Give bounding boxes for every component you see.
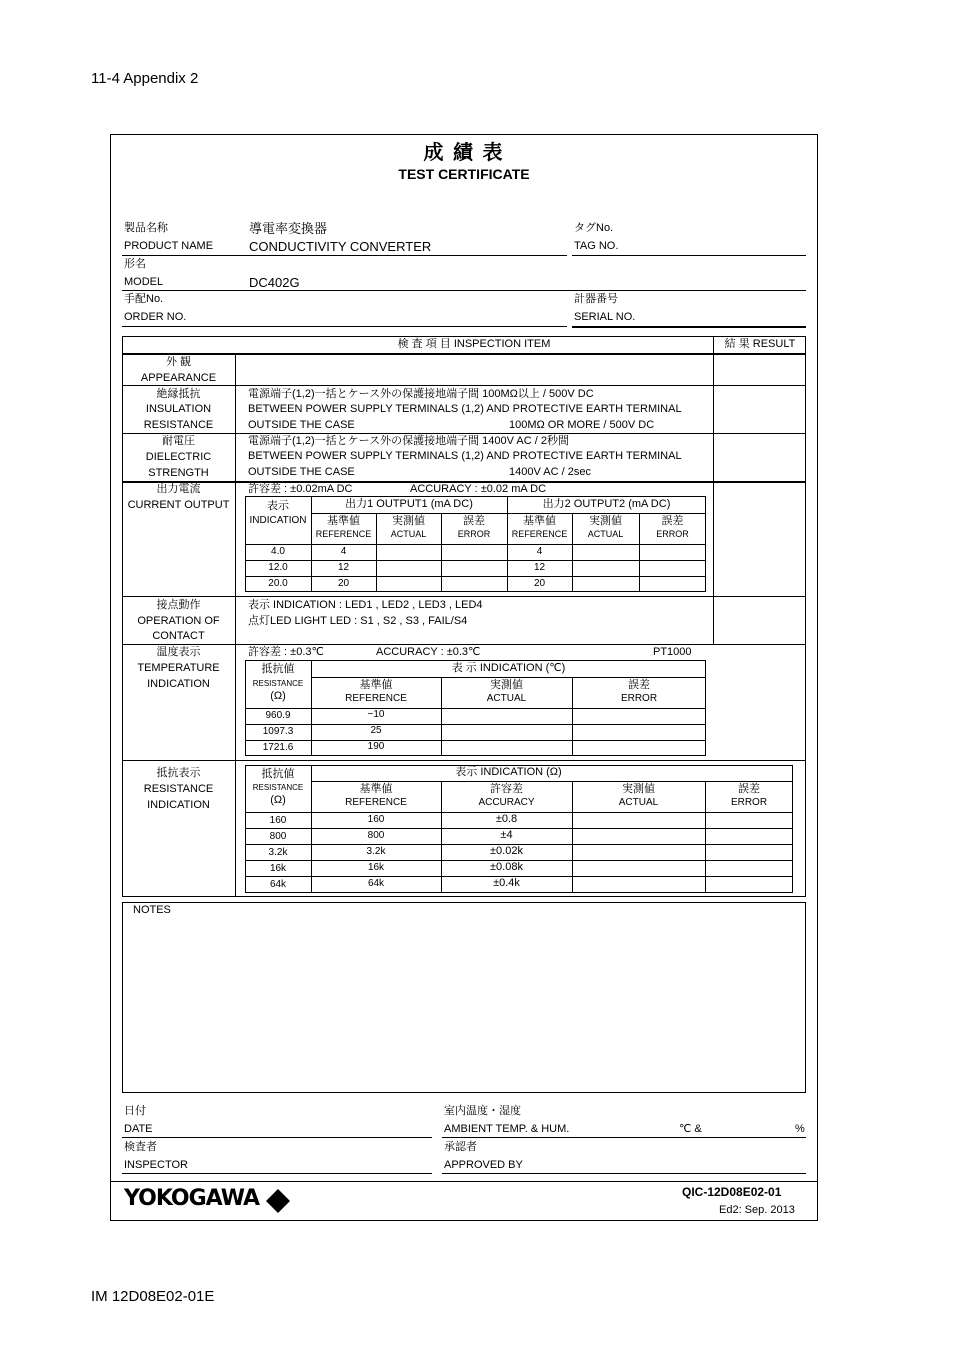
resist-acc-en: ACCURACY <box>478 797 535 808</box>
ambient-label-en: AMBIENT TEMP. & HUM. <box>444 1123 570 1135</box>
serial-label-en: SERIAL NO. <box>574 311 636 323</box>
resist-row-res: 800 <box>269 831 287 842</box>
date-label-en: DATE <box>124 1123 153 1135</box>
dielectric-line-2: BETWEEN POWER SUPPLY TERMINALS (1,2) AND PROTECTIVE EARTH TERMINAL <box>248 450 682 462</box>
resist-row-ref: 160 <box>367 814 385 825</box>
result-header: 結 果 RESULT <box>724 338 796 350</box>
model-label-jp: 形名 <box>124 258 146 270</box>
current-tolerance-en: ACCURACY : ±0.02 mA DC <box>410 483 547 495</box>
resist-row-res: 3.2k <box>268 847 288 858</box>
document-number: QIC-12D08E02-01 <box>682 1185 782 1199</box>
current-tolerance-jp: 許容差 : ±0.02mA DC <box>248 483 353 495</box>
resist-ref-jp: 基準値 <box>359 783 393 795</box>
page-footer: IM 12D08E02-01E <box>91 1288 215 1305</box>
notes-box <box>122 902 806 1093</box>
current-indication-jp: 表示 <box>267 500 289 512</box>
out1-ref-jp: 基準値 <box>327 515 360 527</box>
insulation-line-3b: 100MΩ OR MORE / 500V DC <box>509 419 655 431</box>
out2-err-en: ERROR <box>656 529 689 539</box>
temp-resistance-en: RESISTANCE <box>252 679 304 688</box>
output2-header: 出力2 OUTPUT2 (mA DC) <box>542 498 671 510</box>
dielectric-line-3b: 1400V AC / 2sec <box>509 466 591 478</box>
current-row-ref2: 20 <box>533 578 546 589</box>
ambient-label-jp: 室内温度・湿度 <box>444 1105 521 1117</box>
dielectric-line-1: 電源端子(1,2)一括とケース外の保護接地端子間 1400V AC / 2秒間 <box>248 435 569 447</box>
temp-act-jp: 実測値 <box>490 679 523 691</box>
resist-row-acc: ±4 <box>500 829 513 841</box>
model-label-en: MODEL <box>124 276 164 288</box>
dielectric-line-3a: OUTSIDE THE CASE <box>248 466 355 478</box>
resist-resistance-jp: 抵抗値 <box>261 768 295 780</box>
out1-err-en: ERROR <box>457 529 491 539</box>
temp-row-res: 1721.6 <box>262 742 294 753</box>
out1-err-jp: 誤差 <box>463 515 485 527</box>
contact-line-2: 点灯LED LIGHT LED : S1 , S2 , S3 , FAIL/S4 <box>248 615 468 627</box>
insulation-line-2: BETWEEN POWER SUPPLY TERMINALS (1,2) AND PROTECTIVE EARTH TERMINAL <box>248 403 682 415</box>
product-name-label-en: PRODUCT NAME <box>124 240 214 252</box>
insulation-label-en2: RESISTANCE <box>143 419 214 431</box>
appearance-label-en: APPEARANCE <box>140 372 217 384</box>
temp-row-ref: 25 <box>370 725 382 736</box>
temperature-label-jp: 温度表示 <box>156 646 201 658</box>
temperature-sensor: PT1000 <box>653 646 692 658</box>
resist-row-acc: ±0.02k <box>490 845 523 857</box>
current-row-ref1: 20 <box>337 578 350 589</box>
ambient-pct: % <box>795 1123 805 1135</box>
resist-row-ref: 3.2k <box>366 846 386 857</box>
resist-resistance-unit: (Ω) <box>270 794 286 806</box>
resist-ref-en: REFERENCE <box>345 797 407 808</box>
temp-row-res: 960.9 <box>265 710 291 721</box>
out1-ref-en: REFERENCE <box>315 529 372 539</box>
resist-row-ref: 64k <box>367 878 385 889</box>
page-header: 11-4 Appendix 2 <box>91 70 199 87</box>
temp-resistance-jp: 抵抗値 <box>261 663 295 675</box>
out1-act-en: ACTUAL <box>390 529 427 539</box>
temp-row-ref: 190 <box>367 741 385 752</box>
temp-err-jp: 誤差 <box>628 679 650 691</box>
temp-resistance-unit: (Ω) <box>270 690 286 702</box>
temp-err-en: ERROR <box>620 693 658 704</box>
insulation-line-1: 電源端子(1,2)一括とケース外の保護接地端子間 100MΩ以上 / 500V DC <box>248 388 594 400</box>
resist-row-res: 64k <box>269 879 287 890</box>
resist-err-jp: 誤差 <box>738 783 760 795</box>
ambient-deg: ℃ & <box>679 1123 702 1135</box>
serial-label-jp: 計器番号 <box>574 293 618 305</box>
resist-act-jp: 実測値 <box>622 783 655 795</box>
edition: Ed2: Sep. 2013 <box>719 1204 795 1216</box>
title-en: TEST CERTIFICATE <box>398 166 530 182</box>
temp-row-ref: −10 <box>367 709 385 720</box>
insulation-label-jp: 絶縁抵抗 <box>156 388 201 400</box>
out2-ref-jp: 基準値 <box>523 515 556 527</box>
temp-ref-jp: 基準値 <box>359 679 393 691</box>
current-row-ind: 12.0 <box>268 562 288 573</box>
current-output-label-en: CURRENT OUTPUT <box>127 499 230 511</box>
output1-header: 出力1 OUTPUT1 (mA DC) <box>345 498 473 510</box>
product-name-label-jp: 製品名称 <box>124 222 168 234</box>
insulation-line-3a: OUTSIDE THE CASE <box>248 419 355 431</box>
temp-row-res: 1097.3 <box>262 726 294 737</box>
approved-label-en: APPROVED BY <box>444 1159 523 1171</box>
date-label-jp: 日付 <box>124 1105 146 1117</box>
resist-indication-header: 表示 INDICATION (Ω) <box>455 766 562 778</box>
order-label-jp: 手配No. <box>124 293 164 305</box>
approved-label-jp: 承認者 <box>444 1141 477 1153</box>
diamond-icon <box>266 1189 290 1218</box>
out2-err-jp: 誤差 <box>661 515 684 527</box>
product-value-jp: 導電率変換器 <box>249 221 328 236</box>
resistance-label-jp: 抵抗表示 <box>156 767 201 779</box>
current-output-label-jp: 出力電流 <box>156 483 201 495</box>
current-row-ref2: 4 <box>536 546 543 557</box>
out1-act-jp: 実測値 <box>392 515 425 527</box>
dielectric-label-jp: 耐電圧 <box>162 435 195 447</box>
out2-act-en: ACTUAL <box>587 529 624 539</box>
resist-row-res: 160 <box>269 815 287 826</box>
dielectric-label-en1: DIELECTRIC <box>145 451 212 463</box>
contact-label-en2: CONTACT <box>152 630 205 642</box>
tag-label-en: TAG NO. <box>574 240 619 252</box>
out2-act-jp: 実測値 <box>589 515 622 527</box>
resist-resistance-en: RESISTANCE <box>252 783 304 792</box>
resist-row-acc: ±0.8 <box>495 813 518 825</box>
notes-label: NOTES <box>133 904 171 916</box>
temperature-tolerance-jp: 許容差 : ±0.3℃ <box>248 646 324 658</box>
temperature-label-en2: INDICATION <box>147 678 210 690</box>
inspector-label-jp: 検査者 <box>124 1141 157 1153</box>
temp-ref-en: REFERENCE <box>345 693 407 704</box>
current-row-ind: 4.0 <box>271 546 285 557</box>
tag-label-jp: タグNo. <box>574 222 614 234</box>
current-row-ind: 20.0 <box>268 578 288 589</box>
resist-row-ref: 16k <box>367 862 385 873</box>
inspector-label-en: INSPECTOR <box>124 1159 188 1171</box>
resistance-label-en2: INDICATION <box>147 799 210 811</box>
resist-row-acc: ±0.4k <box>493 877 520 889</box>
temp-act-en: ACTUAL <box>486 693 527 704</box>
current-row-ref1: 12 <box>337 562 350 573</box>
insulation-label-en1: INSULATION <box>145 403 212 415</box>
out2-ref-en: REFERENCE <box>511 529 568 539</box>
product-value-en: CONDUCTIVITY CONVERTER <box>249 239 432 254</box>
resist-err-en: ERROR <box>730 797 768 808</box>
title-jp: 成 績 表 <box>423 142 505 164</box>
contact-line-1: 表示 INDICATION : LED1 , LED2 , LED3 , LED4 <box>248 599 483 611</box>
temp-indication-header: 表 示 INDICATION (℃) <box>451 662 566 674</box>
order-label-en: ORDER NO. <box>124 311 187 323</box>
resist-row-ref: 800 <box>367 830 385 841</box>
resist-row-res: 16k <box>269 863 287 874</box>
yokogawa-logo: YOKOGAWA <box>124 1186 260 1211</box>
resist-act-en: ACTUAL <box>618 797 659 808</box>
temperature-label-en1: TEMPERATURE <box>137 662 220 674</box>
inspection-item-header: 検 査 項 目 INSPECTION ITEM <box>397 338 551 350</box>
appearance-label-jp: 外 観 <box>165 356 192 368</box>
resist-row-acc: ±0.08k <box>490 861 523 873</box>
current-indication-en: INDICATION <box>249 515 307 526</box>
temperature-tolerance-en: ACCURACY : ±0.3℃ <box>376 646 481 658</box>
current-row-ref1: 4 <box>340 546 347 557</box>
resistance-label-en1: RESISTANCE <box>143 783 214 795</box>
current-row-ref2: 12 <box>533 562 546 573</box>
model-value: DC402G <box>249 275 300 290</box>
contact-label-en1: OPERATION OF <box>137 615 220 627</box>
resist-acc-jp: 許容差 <box>490 783 523 795</box>
dielectric-label-en2: STRENGTH <box>148 467 209 479</box>
contact-label-jp: 接点動作 <box>156 599 201 611</box>
